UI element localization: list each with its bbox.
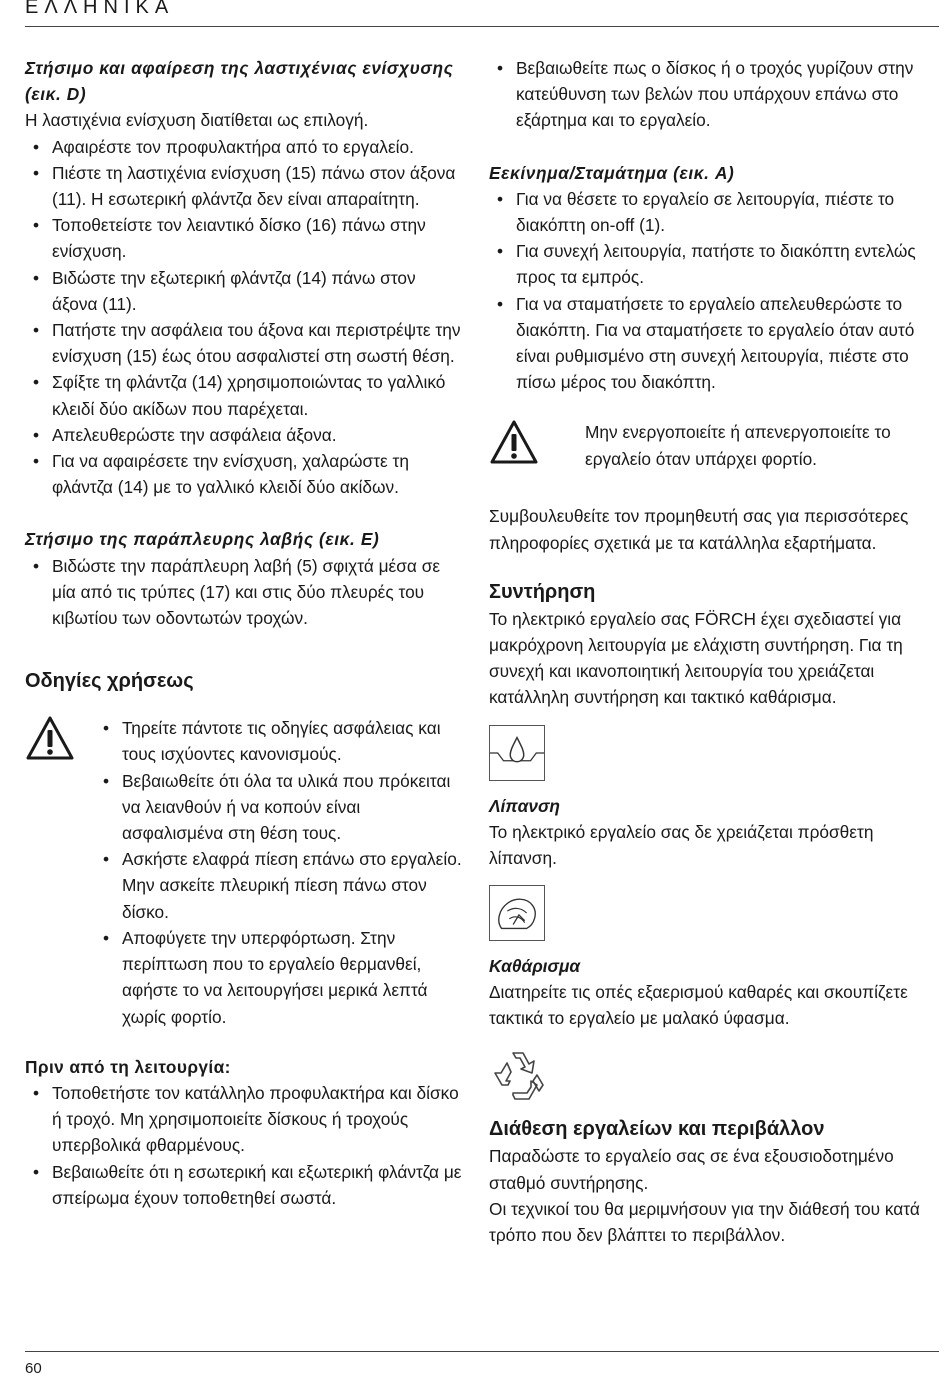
section-title-cleaning: Καθάρισμα xyxy=(489,956,581,977)
usage-steps xyxy=(95,715,465,1029)
cleaning-text: Διατηρείτε τις οπές εξαερισμού καθαρές και σκουπίζετε τακτικά το εργαλείο με μαλακό ύφασμα. xyxy=(489,982,908,1029)
list-item: • Σφίξτε τη φλάντζα (14) χρησιμοποιώντας το γαλλικό κλειδί δύο ακίδων που παρέχεται. xyxy=(25,369,465,421)
section-title-maintenance: Συντήρηση xyxy=(489,580,596,603)
section-title-start-stop: Εεκίνημα/Σταμάτημα (εικ. A) xyxy=(489,162,735,183)
section-title-rubber-pad: Στήσιμο και αφαίρεση της λαστιχένιας ενίσχυσης (εικ. D) xyxy=(25,58,454,105)
lubrication-text: Το ηλεκτρικό εργαλείο σας δε χρειάζεται πρόσθετη λίπανση. xyxy=(489,821,874,868)
header-language: ΕΛΛΗΝΙΚΑ xyxy=(25,0,175,18)
section-title-side-handle: Στήσιμο της παράπλευρης λαβής (εικ. E) xyxy=(25,529,380,550)
header-rule xyxy=(25,26,939,27)
warning-triangle-icon xyxy=(25,715,75,761)
usage-warning-block xyxy=(25,715,465,1029)
list-item: • Για να αφαιρέσετε την ενίσχυση, χαλαρώστε τη φλάντζα (14) με το γαλλικό κλειδί δύο ακίδων. xyxy=(25,448,465,500)
list-item: • Τηρείτε πάντοτε τις οδηγίες ασφάλειας και τους ισχύοντες κανονισμούς. xyxy=(95,715,465,767)
disposal-text-1: Παραδώστε το εργαλείο σας σε ένα εξουσιοδοτημένο σταθμό συντήρησης. xyxy=(489,1146,894,1193)
section-title-usage: Οδηγίες χρήσεως xyxy=(25,670,194,693)
list-item: • Ασκήστε ελαφρά πίεση επάνω στο εργαλείο. Μην ασκείτε πλευρική πίεση πάνω στον δίσκο. xyxy=(95,846,465,925)
warning-triangle-icon xyxy=(489,419,539,465)
list-item: • Βιδώστε την παράπλευρη λαβή (5) σφιχτά μέσα σε μία από τις τρύπες (17) και στις δύο πλευρές του κιβωτίου των οδοντωτών τροχών. xyxy=(25,553,465,632)
list-item: • Βιδώστε την εξωτερική φλάντζα (14) πάνω στον άξονα (11). xyxy=(25,265,465,317)
list-item: • Βεβαιωθείτε ότι όλα τα υλικά που πρόκειται να λειανθούν ή να κοπούν είναι ασφαλισμένα στη θέση τους. xyxy=(95,768,465,847)
list-item: • Πιέστε τη λαστιχένια ενίσχυση (15) πάνω στον άξονα (11). Η εσωτερική φλάντζα δεν είναι απαραίτητη. xyxy=(25,160,465,212)
list-item: • Τοποθετείστε τον λειαντικό δίσκο (16) πάνω στην ενίσχυση. xyxy=(25,212,465,264)
recycle-icon xyxy=(489,1045,549,1103)
section-title-lubrication: Λίπανση xyxy=(489,795,560,816)
list-item: • Για συνεχή λειτουργία, πατήστε το διακόπτη εντελώς προς τα εμπρός. xyxy=(489,238,929,290)
list-item: • Απελευθερώστε την ασφάλεια άξονα. xyxy=(25,422,465,448)
footer-rule xyxy=(25,1351,939,1352)
left-column xyxy=(25,55,465,1211)
section-title-disposal: Διάθεση εργαλείων και περιβάλλον xyxy=(489,1118,825,1141)
list-item: • Για να θέσετε το εργαλείο σε λειτουργία, πιέστε το διακόπτη on-off (1). xyxy=(489,186,929,238)
rotation-check-list xyxy=(489,55,929,134)
list-item: • Τοποθετήστε τον κατάλληλο προφυλακτήρα και δίσκο ή τροχό. Μη χρησιμοποιείτε δίσκους ή τροχούς υπερβολικά φθαρμένους. xyxy=(25,1080,465,1159)
before-operation-steps xyxy=(25,1080,465,1211)
list-item: • Βεβαιωθείτε ότι η εσωτερική και εξωτερική φλάντζα με σπείρωμα έχουν τοποθετηθεί σωστά. xyxy=(25,1159,465,1211)
maintenance-text: Το ηλεκτρικό εργαλείο σας FÖRCH έχει σχεδιαστεί για μακρόχρονη λειτουργία με ελάχιστη συντήρηση. Για τη συνεχή και ικανοποιητική λειτουργία του χρειάζεται κατάλληλη συντήρηση και τακτικό καθάρισμα. xyxy=(489,608,903,708)
rubber-pad-steps xyxy=(25,134,465,501)
list-item: • Πατήστε την ασφάλεια του άξονα και περιστρέψτε την ενίσχυση (15) έως ότου ασφαλιστεί στη σωστή θέση. xyxy=(25,317,465,369)
load-warning-text: Μην ενεργοποιείτε ή απενεργοποιείτε το εργαλείο όταν υπάρχει φορτίο. xyxy=(585,422,891,469)
right-column xyxy=(489,55,929,1248)
accessories-advice: Συμβουλευθείτε τον προμηθευτή σας για περισσότερες πληροφορίες σχετικά με τα κατάλληλα εξαρτήματα. xyxy=(489,506,909,553)
list-item: • Για να σταματήσετε το εργαλείο απελευθερώστε το διακόπτη. Για να σταματήσετε το εργαλείο όταν αυτό είναι ρυθμισμένο στη συνεχή λειτουργία, πιέστε στο πίσω μέρος του διακόπτη. xyxy=(489,291,929,396)
list-item: • Αποφύγετε την υπερφόρτωση. Στην περίπτωση που το εργαλείο θερμανθεί, αφήστε το να λειτουργήσει μερικά λεπτά χωρίς φορτίο. xyxy=(95,925,465,1030)
oil-drop-icon xyxy=(489,725,545,781)
side-handle-steps xyxy=(25,553,465,632)
load-warning-block xyxy=(489,419,929,479)
rubber-pad-intro: Η λαστιχένια ενίσχυση διατίθεται ως επιλογή. xyxy=(25,110,369,131)
disposal-text-2: Οι τεχνικοί του θα μεριμνήσουν για την διάθεσή του κατά τρόπο που δεν βλάπτει το περιβάλλον. xyxy=(489,1198,920,1246)
start-stop-steps xyxy=(489,186,929,396)
section-title-before-operation: Πριν από τη λειτουργία: xyxy=(25,1056,231,1077)
list-item: • Βεβαιωθείτε πως ο δίσκος ή ο τροχός γυρίζουν στην κατεύθυνση των βελών που υπάρχουν επάνω στο εξάρτημα και το εργαλείο. xyxy=(489,55,929,134)
page-number: 60 xyxy=(25,1360,42,1377)
list-item: • Αφαιρέστε τον προφυλακτήρα από το εργαλείο. xyxy=(25,134,465,160)
cleaning-cloth-icon xyxy=(489,885,545,941)
